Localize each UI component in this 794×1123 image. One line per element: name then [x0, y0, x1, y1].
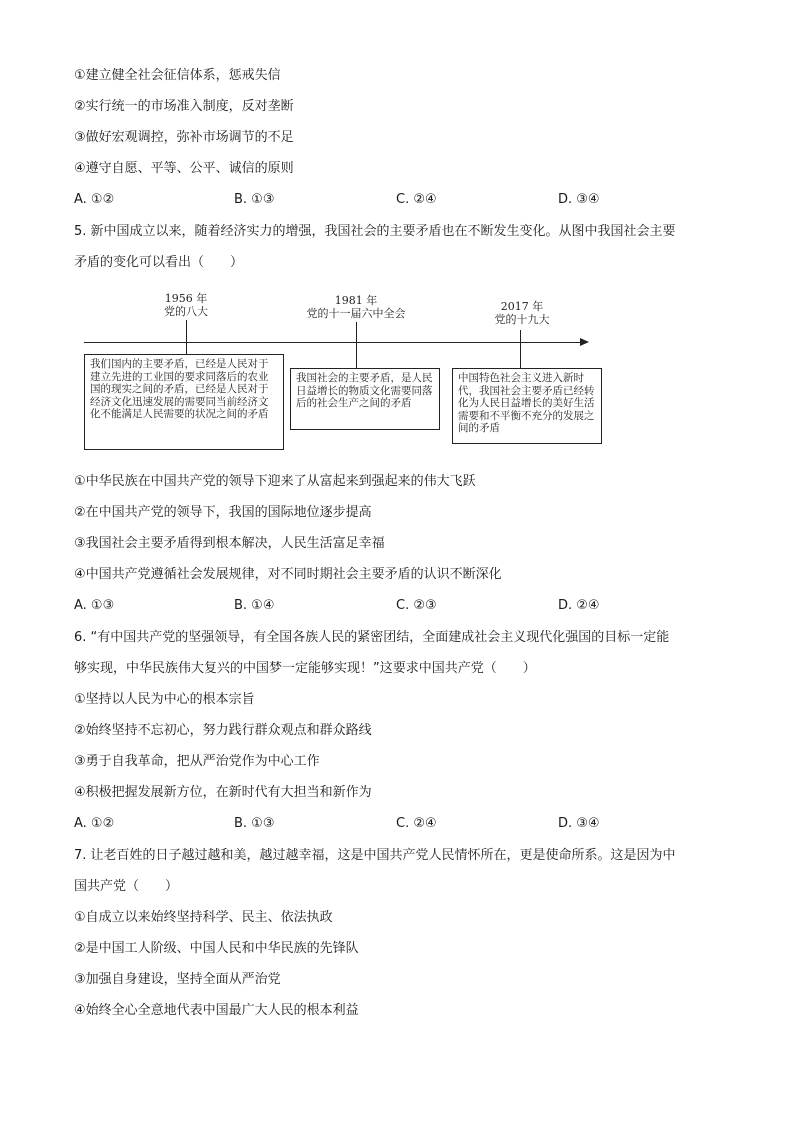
q5-option-c[interactable]: C. ②③: [396, 598, 437, 613]
q6-item-1: ①坚持以人民为中心的根本宗旨: [74, 692, 255, 707]
q4-item-2: ②实行统一的市场准入制度，反对垄断: [74, 99, 294, 114]
q6-option-a[interactable]: A. ①②: [74, 816, 115, 831]
timeline-year-2017: 2017 年: [500, 300, 544, 313]
q7-item-2: ②是中国工人阶级、中国人民和中华民族的先锋队: [74, 941, 359, 956]
q6-item-2: ②始终坚持不忘初心，努力践行群众观点和群众路线: [74, 723, 372, 738]
q4-option-c[interactable]: C. ②④: [396, 192, 437, 207]
q5-item-3: ③我国社会主要矛盾得到根本解决，人民生活富足幸福: [74, 536, 385, 551]
timeline-event-1956: 党的八大: [164, 305, 208, 318]
q4-item-1: ①建立健全社会征信体系，惩戒失信: [74, 68, 281, 83]
q5-item-1: ①中华民族在中国共产党的领导下迎来了从富起来到强起来的伟大飞跃: [74, 474, 476, 489]
timeline-year-1981: 1981 年: [334, 294, 378, 307]
timeline-arrow: [580, 338, 589, 346]
q6-option-c[interactable]: C. ②④: [396, 816, 437, 831]
q4-option-d[interactable]: D. ③④: [558, 192, 600, 207]
timeline-head-1956: [136, 292, 236, 318]
timeline-event-1981: 党的十一届六中全会: [306, 307, 406, 320]
q4-item-3: ③做好宏观调控，弥补市场调节的不足: [74, 130, 294, 145]
timeline-box-1981: 我国社会的主要矛盾，是人民日益增长的物质文化需要同落后的社会生产之间的矛盾: [290, 368, 440, 430]
timeline-diagram: [74, 292, 604, 462]
q5-stem-line-2: 矛盾的变化可以看出（ ）: [74, 255, 244, 270]
q6-item-3: ③勇于自我革命，把从严治党作为中心工作: [74, 754, 320, 769]
timeline-box-1956: 我们国内的主要矛盾，已经是人民对于建立先进的工业国的要求同落后的农业国的现实之间的矛盾，已经是人民对于经济文化迅速发展的需要同当前经济文化不能满足人民需要的状况之间的矛盾: [84, 354, 284, 450]
q5-option-d[interactable]: D. ②④: [558, 598, 600, 613]
q5-item-2: ②在中国共产党的领导下，我国的国际地位逐步提高: [74, 505, 372, 520]
q5-stem-line-1: 5. 新中国成立以来，随着经济实力的增强，我国社会的主要矛盾也在不断发生变化。从图中我国社会主要: [74, 224, 676, 239]
timeline-year-1956: 1956 年: [164, 292, 208, 305]
q7-stem-line-2: 国共产党（ ）: [74, 879, 179, 894]
timeline-axis: [84, 342, 584, 343]
q5-option-a[interactable]: A. ①③: [74, 598, 115, 613]
timeline-tick-2017: [520, 330, 521, 368]
timeline-event-2017: 党的十九大: [494, 313, 550, 326]
timeline-box-2017: 中国特色社会主义进入新时代，我国社会主要矛盾已经转化为人民日益增长的美好生活需要和不平衡不充分的发展之间的矛盾: [452, 368, 602, 444]
timeline-tick-1956: [186, 320, 187, 354]
q6-option-d[interactable]: D. ③④: [558, 816, 600, 831]
q6-option-b[interactable]: B. ①③: [234, 816, 275, 831]
timeline-tick-1981: [356, 322, 357, 368]
q7-item-1: ①自成立以来始终坚持科学、民主、依法执政: [74, 910, 333, 925]
q4-item-4: ④遵守自愿、平等、公平、诚信的原则: [74, 161, 294, 176]
q6-item-4: ④积极把握发展新方位，在新时代有大担当和新作为: [74, 785, 372, 800]
timeline-head-1981: [286, 294, 426, 320]
timeline-head-2017: [472, 300, 572, 326]
q4-options: [74, 191, 734, 209]
q5-item-4: ④中国共产党遵循社会发展规律，对不同时期社会主要矛盾的认识不断深化: [74, 567, 502, 582]
q4-option-b[interactable]: B. ①③: [234, 192, 275, 207]
q5-options: [74, 597, 734, 615]
q6-stem-line-2: 够实现，中华民族伟大复兴的中国梦一定能够实现！”这要求中国共产党（ ）: [74, 661, 536, 676]
q7-item-3: ③加强自身建设，坚持全面从严治党: [74, 972, 281, 987]
q6-options: [74, 815, 734, 833]
q5-option-b[interactable]: B. ①④: [234, 598, 275, 613]
q7-stem-line-1: 7. 让老百姓的日子越过越和美，越过越幸福，这是中国共产党人民情怀所在，更是使命所系。这是因为中: [74, 848, 676, 863]
q4-option-a[interactable]: A. ①②: [74, 192, 115, 207]
q6-stem-line-1: 6. “有中国共产党的坚强领导，有全国各族人民的紧密团结，全面建成社会主义现代化强国的目标一定能: [74, 630, 670, 645]
q7-item-4: ④始终全心全意地代表中国最广大人民的根本利益: [74, 1003, 359, 1018]
